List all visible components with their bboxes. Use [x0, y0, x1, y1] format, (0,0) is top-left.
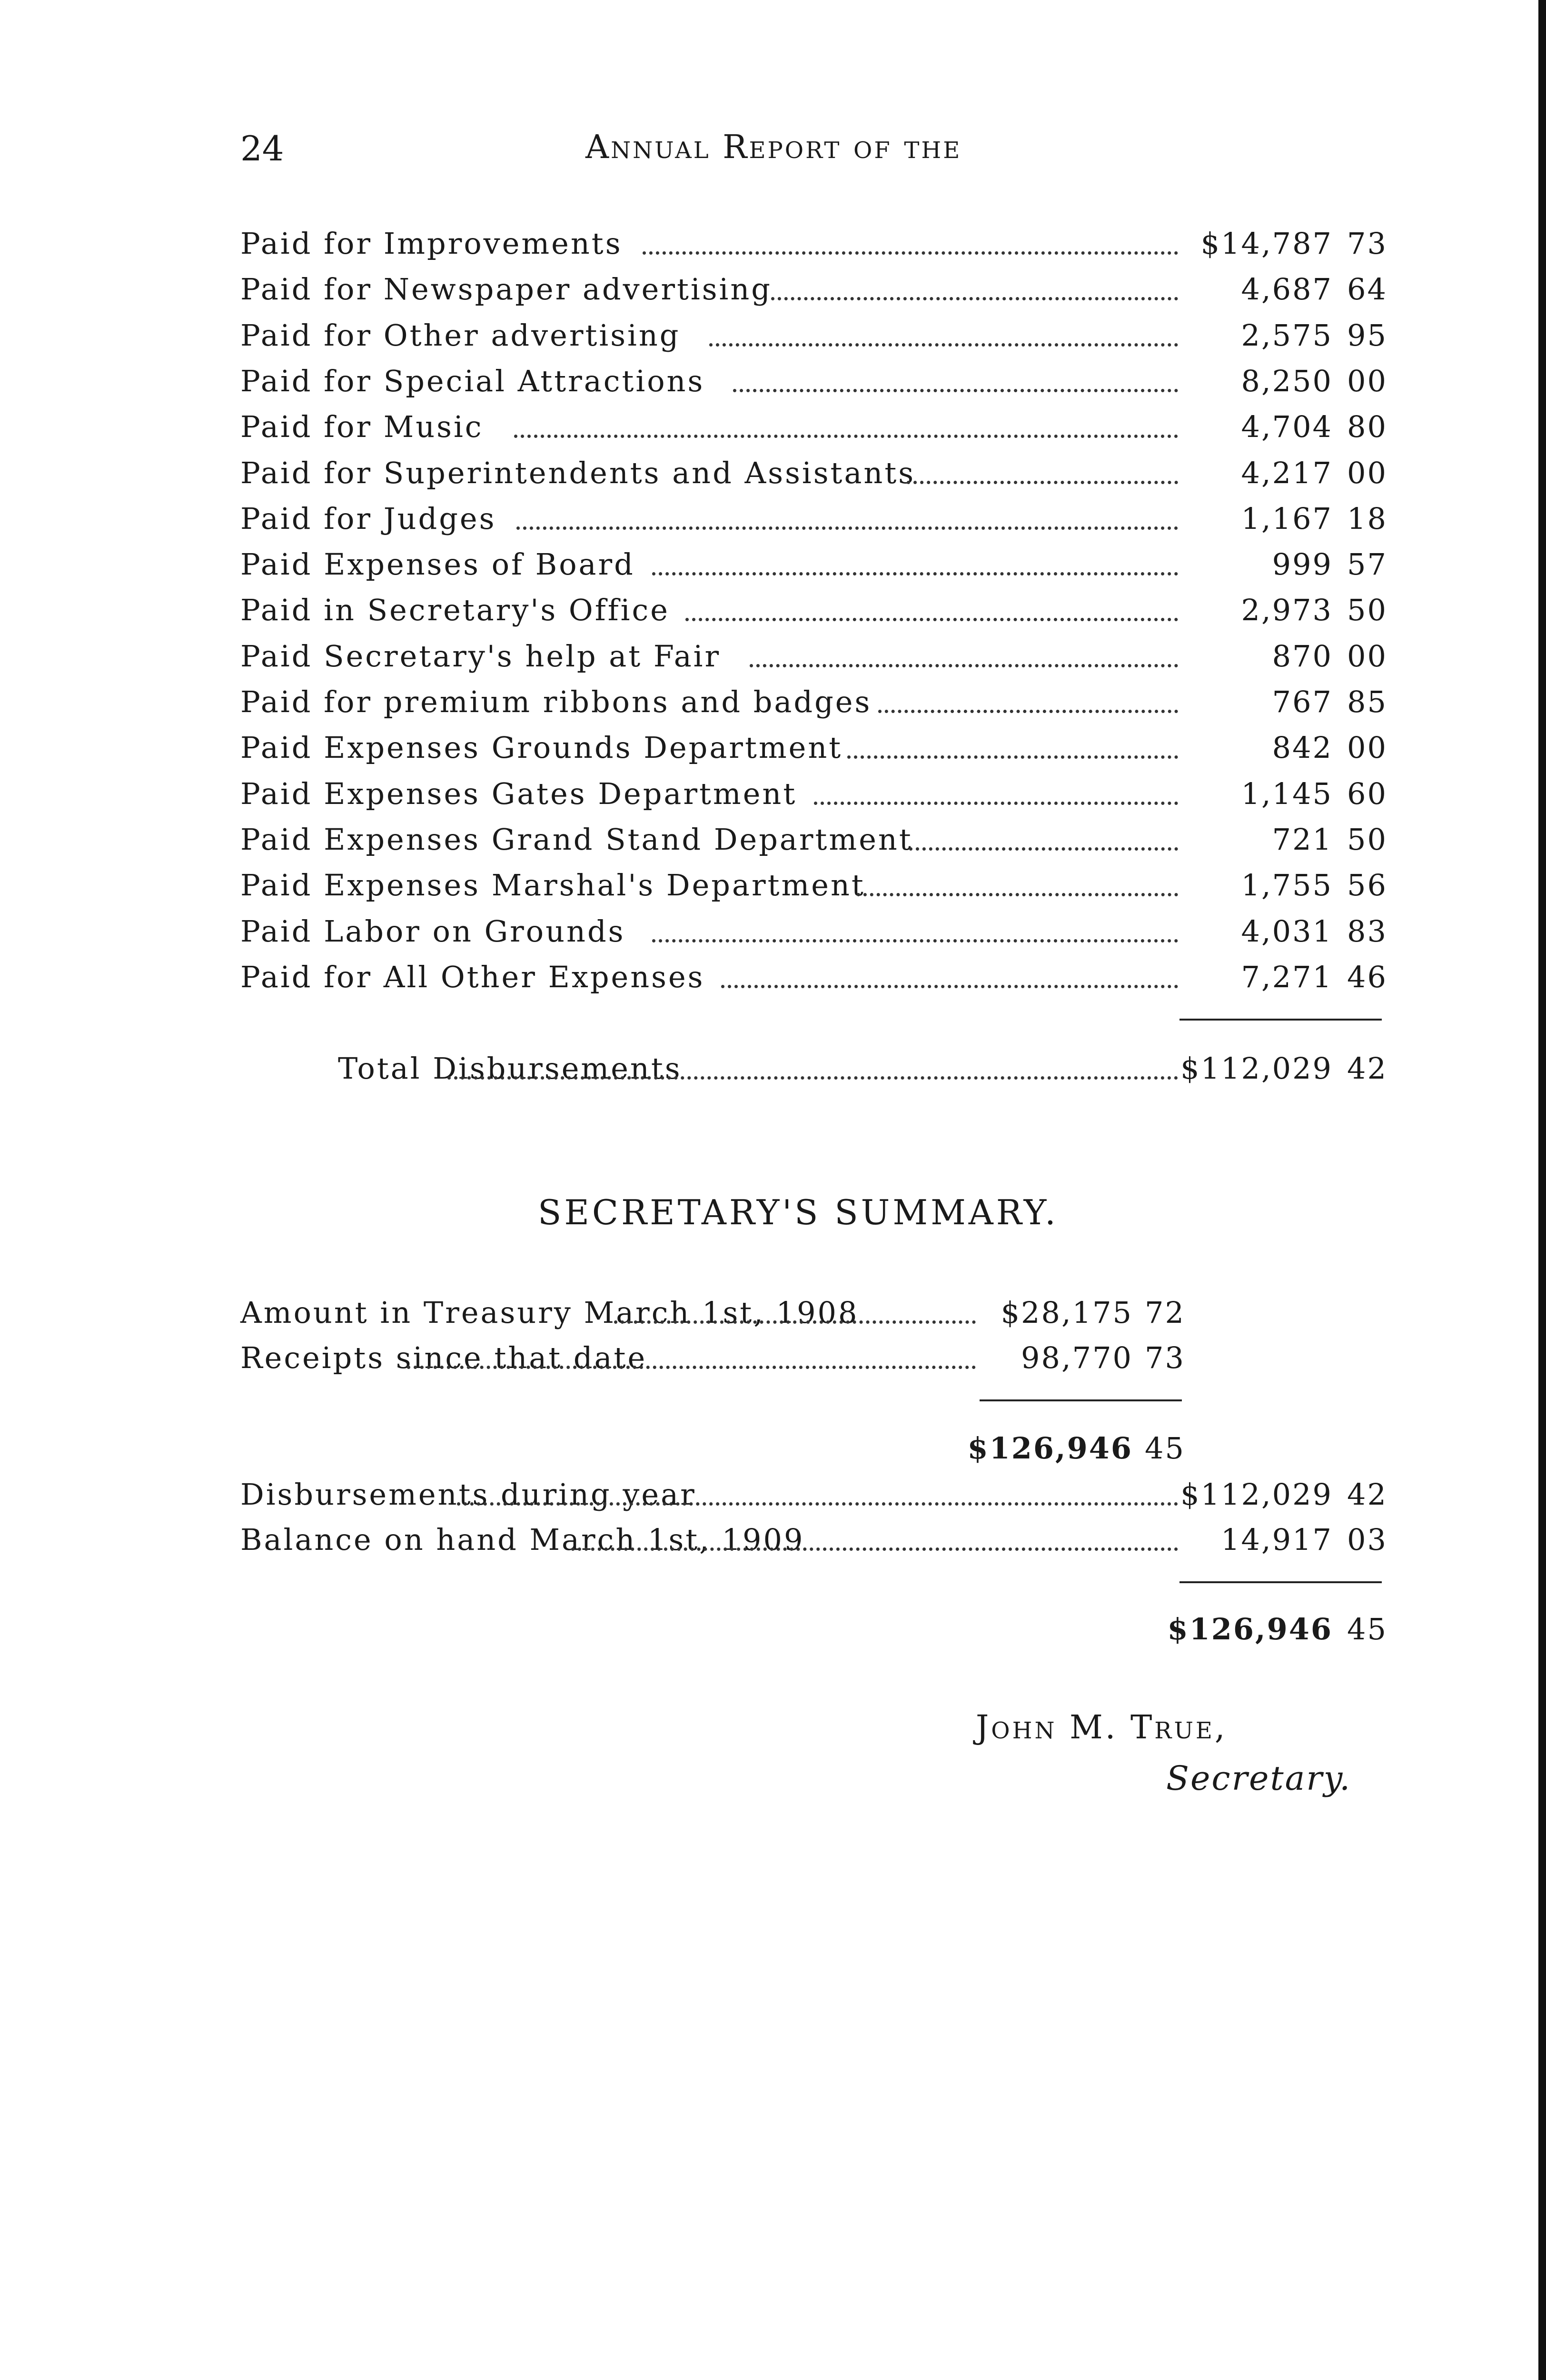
page-number: 24	[240, 129, 284, 169]
disbursement-row	[240, 729, 1387, 767]
disbursement-cents: 18	[1347, 501, 1387, 536]
signature-name: John M. True,	[976, 1709, 1228, 1746]
subtotal-rule	[980, 1399, 1182, 1401]
disbursement-row	[240, 317, 1387, 355]
disbursement-dollars: 7,271	[1241, 960, 1333, 994]
total-rule	[1179, 1019, 1382, 1021]
disbursement-cents: 50	[1347, 593, 1387, 627]
disbursement-label: Paid for Newspaper advertising	[240, 272, 772, 307]
disbursement-label: Paid Expenses Grand Stand Department	[240, 822, 913, 857]
disbursement-dollars: 1,145	[1241, 776, 1333, 811]
leader-dots	[847, 732, 1178, 759]
leader-dots	[516, 503, 1178, 530]
disbursement-cents: 73	[1347, 226, 1387, 261]
disbursement-label: Paid for Other advertising	[240, 318, 681, 353]
disbursement-dollars: 721	[1272, 822, 1333, 857]
disbursement-row	[240, 958, 1387, 996]
disbursement-row	[240, 454, 1387, 492]
disbursement-cents: 56	[1347, 868, 1387, 902]
disbursement-dollars: 2,973	[1241, 593, 1333, 627]
final-total-row	[240, 1610, 1387, 1648]
treasury-label: Amount in Treasury March 1st, 1908	[240, 1295, 859, 1330]
disbursement-label: Paid for All Other Expenses	[240, 960, 705, 994]
disbursement-cents: 80	[1347, 409, 1387, 444]
disbursement-row	[240, 408, 1387, 446]
disbursement-row	[240, 775, 1387, 813]
final-total-rule	[1179, 1581, 1382, 1583]
disbursement-dollars: $14,787	[1200, 226, 1333, 261]
summary-disbursements-cents: 42	[1347, 1477, 1387, 1512]
disbursement-label: Paid Expenses Gates Department	[240, 776, 797, 811]
disbursement-label: Paid Expenses Marshal's Department	[240, 868, 865, 902]
balance-label: Balance on hand March 1st, 1909	[240, 1522, 805, 1557]
disbursement-cents: 46	[1347, 960, 1387, 994]
disbursement-label: Paid for Music	[240, 409, 484, 444]
disbursement-row	[240, 637, 1387, 675]
disbursement-row	[240, 225, 1387, 263]
disbursement-label: Paid Expenses Grounds Department	[240, 730, 843, 765]
total-disbursements-row	[240, 1050, 1387, 1088]
disbursement-cents: 00	[1347, 730, 1387, 765]
leader-dots	[721, 961, 1178, 988]
treasury-cents: 72	[1145, 1295, 1185, 1330]
leader-dots	[643, 228, 1178, 255]
disbursement-label: Paid for Judges	[240, 501, 496, 536]
disbursement-dollars: 999	[1272, 547, 1333, 582]
receipts-cents: 73	[1145, 1340, 1185, 1375]
leader-dots	[407, 1342, 976, 1369]
disbursement-row	[240, 591, 1387, 629]
leader-dots	[457, 1478, 1178, 1506]
treasury-row	[240, 1294, 1192, 1332]
disbursement-cents: 83	[1347, 914, 1387, 949]
final-total-dollars: $126,946	[1167, 1612, 1333, 1646]
disbursement-dollars: 4,704	[1241, 409, 1333, 444]
receipts-label: Receipts since that date	[240, 1340, 647, 1375]
balance-cents: 03	[1347, 1522, 1387, 1557]
leader-dots	[814, 778, 1178, 805]
balance-dollars: 14,917	[1221, 1522, 1333, 1557]
disbursement-cents: 00	[1347, 456, 1387, 490]
treasury-dollars: $28,175	[1001, 1295, 1133, 1330]
disbursement-row	[240, 912, 1387, 951]
leader-dots	[733, 365, 1178, 392]
leader-dots	[571, 1524, 1178, 1551]
disbursement-label: Paid for Superintendents and Assistants	[240, 456, 916, 490]
disbursement-cents: 60	[1347, 776, 1387, 811]
disbursement-cents: 00	[1347, 364, 1387, 398]
total-disbursements-dollars: $112,029	[1180, 1051, 1333, 1086]
disbursement-dollars: 2,575	[1241, 318, 1333, 353]
receipts-row	[240, 1339, 1192, 1377]
disbursement-dollars: 8,250	[1241, 364, 1333, 398]
summary-disbursements-dollars: $112,029	[1180, 1477, 1333, 1512]
disbursement-dollars: 4,687	[1241, 272, 1333, 307]
disbursement-cents: 95	[1347, 318, 1387, 353]
disbursement-row	[240, 866, 1387, 904]
subtotal-cents: 45	[1145, 1431, 1185, 1466]
disbursement-dollars: 1,167	[1241, 501, 1333, 536]
leader-dots	[771, 273, 1178, 300]
summary-disbursements-label: Disbursements during year	[240, 1477, 696, 1512]
subtotal-row	[240, 1429, 1383, 1468]
disbursement-cents: 00	[1347, 639, 1387, 674]
disbursement-label: Paid for Improvements	[240, 226, 623, 261]
page-edge-right	[1538, 0, 1546, 2380]
running-head: Annual Report of the	[585, 129, 962, 166]
page-header	[240, 129, 1383, 181]
leader-dots	[750, 640, 1178, 667]
total-disbursements-cents: 42	[1347, 1051, 1387, 1086]
disbursement-row	[240, 362, 1387, 400]
disbursement-label: Paid for premium ribbons and badges	[240, 684, 872, 719]
disbursement-label: Paid Expenses of Board	[240, 547, 635, 582]
disbursement-row	[240, 683, 1387, 721]
disbursement-label: Paid Labor on Grounds	[240, 914, 625, 949]
disbursement-dollars: 767	[1272, 684, 1333, 719]
total-disbursements-label: Total Disbursements	[338, 1051, 682, 1086]
disbursement-label: Paid for Special Attractions	[240, 364, 705, 398]
receipts-dollars: 98,770	[1021, 1340, 1133, 1375]
disbursement-dollars: 4,031	[1241, 914, 1333, 949]
disbursement-cents: 57	[1347, 547, 1387, 582]
leader-dots	[514, 411, 1178, 438]
summary-title: SECRETARY'S SUMMARY.	[538, 1192, 1059, 1232]
leader-dots	[685, 594, 1178, 621]
disbursement-label: Paid in Secretary's Office	[240, 593, 670, 627]
subtotal-dollars: $126,946	[967, 1431, 1133, 1466]
leader-dots	[907, 457, 1178, 484]
disbursement-cents: 85	[1347, 684, 1387, 719]
disbursement-row	[240, 545, 1387, 584]
leader-dots	[709, 319, 1178, 347]
disbursement-cents: 64	[1347, 272, 1387, 307]
leader-dots	[878, 686, 1178, 713]
leader-dots	[652, 915, 1178, 942]
disbursement-dollars: 1,755	[1241, 868, 1333, 902]
disbursement-dollars: 4,217	[1241, 456, 1333, 490]
final-total-cents: 45	[1347, 1612, 1387, 1646]
leader-dots	[447, 1052, 1178, 1080]
balance-row	[240, 1521, 1387, 1559]
leader-dots	[614, 1297, 976, 1324]
leader-dots	[909, 823, 1178, 851]
disbursement-row	[240, 270, 1387, 308]
signature-title: Secretary.	[1166, 1759, 1352, 1798]
disbursement-row	[240, 821, 1387, 859]
disbursement-cents: 50	[1347, 822, 1387, 857]
summary-disbursements-row	[240, 1476, 1387, 1514]
leader-dots	[857, 869, 1178, 896]
leader-dots	[652, 548, 1178, 575]
disbursement-dollars: 842	[1272, 730, 1333, 765]
disbursement-dollars: 870	[1272, 639, 1333, 674]
disbursement-row	[240, 500, 1387, 538]
disbursement-label: Paid Secretary's help at Fair	[240, 639, 721, 674]
